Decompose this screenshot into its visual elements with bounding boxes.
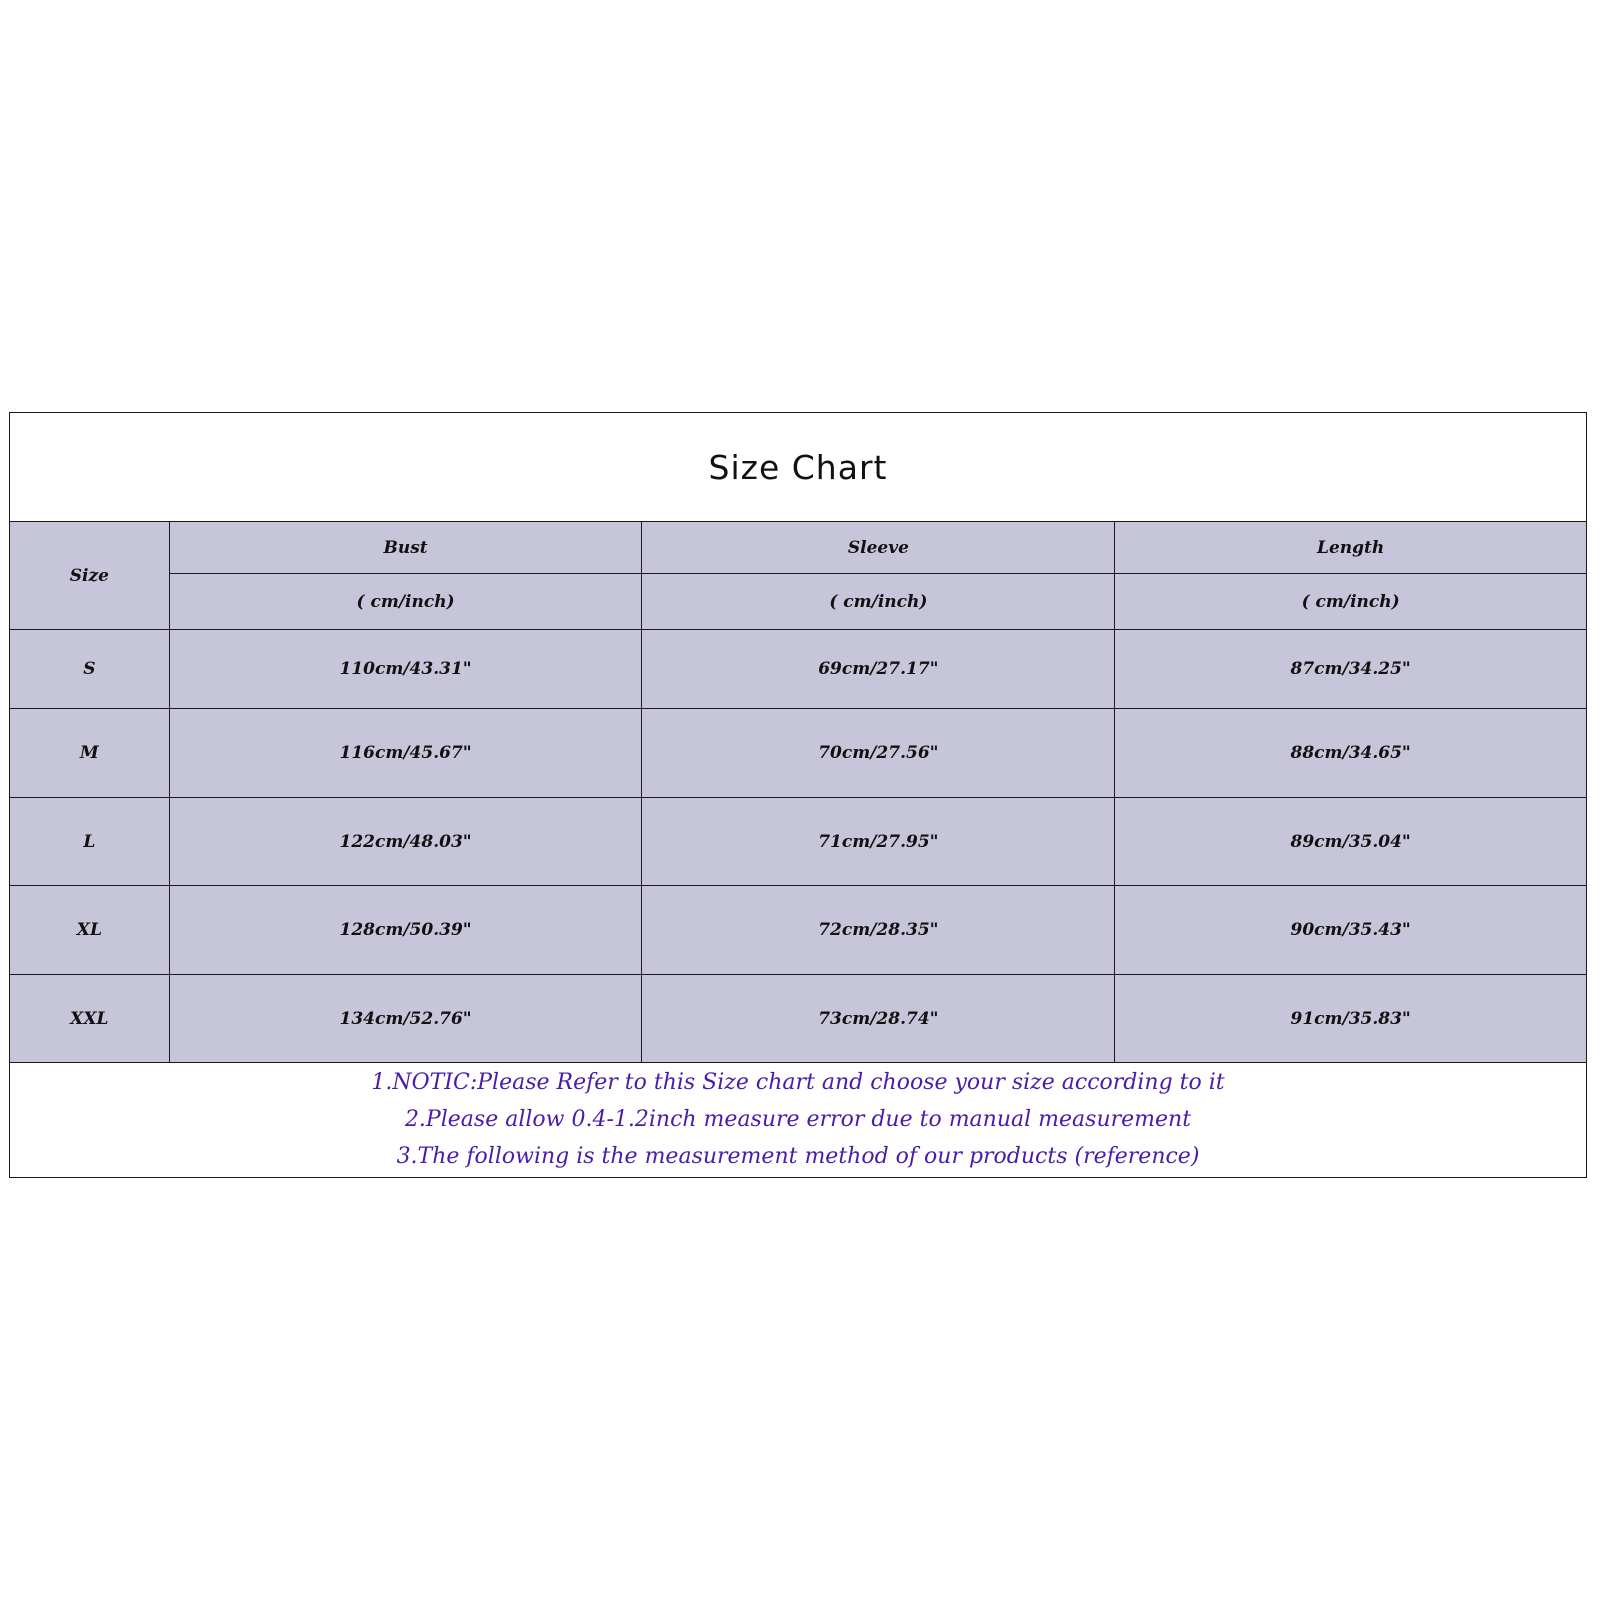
note-line: 2.Please allow 0.4-1.2inch measure error due to manual measurement bbox=[404, 1106, 1192, 1132]
bust-cell: 128cm/50.39" bbox=[169, 886, 642, 975]
table-row bbox=[10, 798, 1586, 886]
header-row bbox=[10, 522, 1586, 574]
sleeve-cell: 69cm/27.17" bbox=[642, 630, 1115, 709]
length-header: Length bbox=[1115, 522, 1586, 574]
note-line: 1.NOTIC:Please Refer to this Size chart and choose your size according to it bbox=[371, 1069, 1225, 1095]
unit-row bbox=[10, 574, 1586, 630]
size-chart bbox=[9, 412, 1587, 1178]
size-cell: L bbox=[10, 798, 169, 886]
length-cell: 89cm/35.04" bbox=[1115, 798, 1586, 886]
length-cell: 87cm/34.25" bbox=[1115, 630, 1586, 709]
size-cell: XXL bbox=[10, 975, 169, 1063]
table-row bbox=[10, 709, 1586, 798]
bust-header: Bust bbox=[169, 522, 642, 574]
sleeve-cell: 73cm/28.74" bbox=[642, 975, 1115, 1063]
sleeve-cell: 72cm/28.35" bbox=[642, 886, 1115, 975]
note-line: 3.The following is the measurement method of our products (reference) bbox=[396, 1143, 1200, 1169]
table-row bbox=[10, 630, 1586, 709]
length-cell: 90cm/35.43" bbox=[1115, 886, 1586, 975]
table-row bbox=[10, 886, 1586, 975]
size-header: Size bbox=[10, 522, 169, 630]
size-table bbox=[10, 521, 1586, 1063]
bust-cell: 122cm/48.03" bbox=[169, 798, 642, 886]
sleeve-cell: 71cm/27.95" bbox=[642, 798, 1115, 886]
length-cell: 88cm/34.65" bbox=[1115, 709, 1586, 798]
notes bbox=[10, 1061, 1586, 1177]
bust-cell: 110cm/43.31" bbox=[169, 630, 642, 709]
bust-cell: 134cm/52.76" bbox=[169, 975, 642, 1063]
size-cell: M bbox=[10, 709, 169, 798]
bust-cell: 116cm/45.67" bbox=[169, 709, 642, 798]
table-row bbox=[10, 975, 1586, 1063]
length-unit: ( cm/inch) bbox=[1115, 574, 1586, 630]
length-cell: 91cm/35.83" bbox=[1115, 975, 1586, 1063]
sleeve-header: Sleeve bbox=[642, 522, 1115, 574]
bust-unit: ( cm/inch) bbox=[169, 574, 642, 630]
size-cell: S bbox=[10, 630, 169, 709]
sleeve-cell: 70cm/27.56" bbox=[642, 709, 1115, 798]
chart-title: Size Chart bbox=[708, 447, 888, 487]
sleeve-unit: ( cm/inch) bbox=[642, 574, 1115, 630]
size-cell: XL bbox=[10, 886, 169, 975]
